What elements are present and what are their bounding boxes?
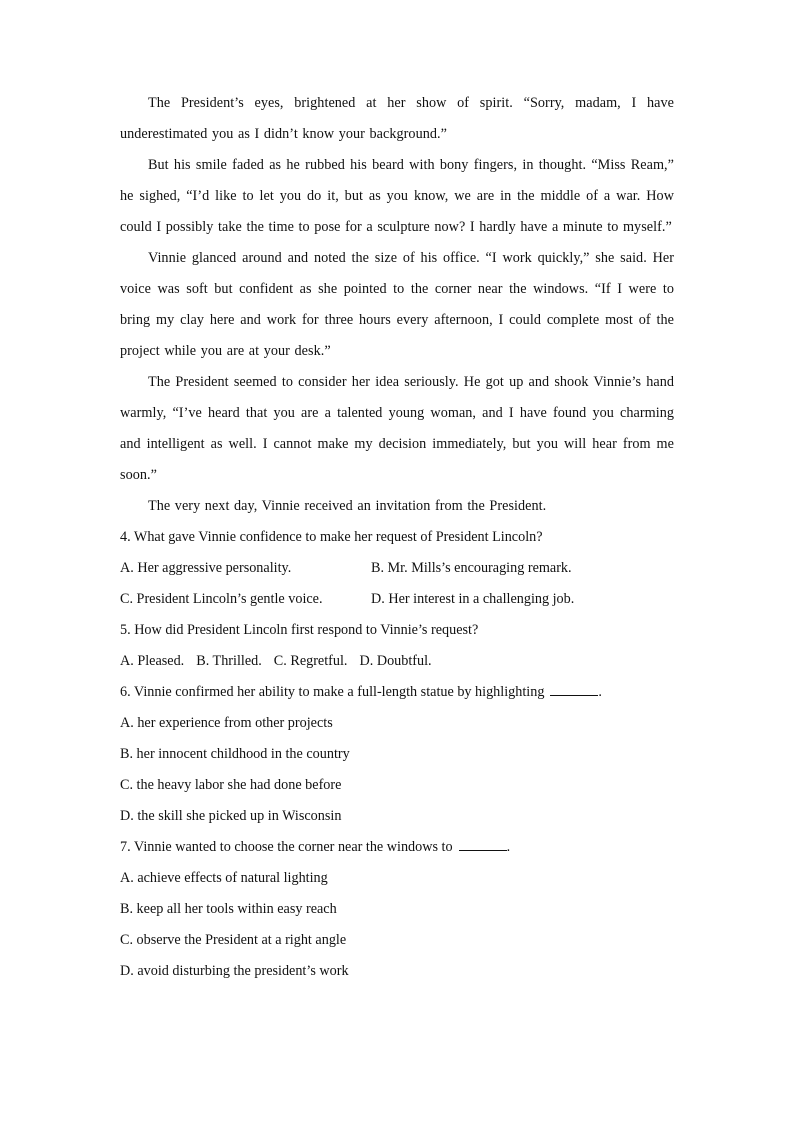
question-5-option-b: B. Thrilled. [196, 653, 262, 669]
question-5-option-a: A. Pleased. [120, 653, 185, 669]
question-4-stem: 4. What gave Vinnie confidence to make her request of President Lincoln? [120, 529, 543, 545]
question-6-stem-line [120, 677, 674, 708]
question-7-option-a: A. achieve effects of natural lighting [120, 870, 328, 886]
question-7-option-b: B. keep all her tools within easy reach [120, 901, 337, 917]
answer-blank [459, 838, 507, 851]
question-7-option-c: C. observe the President at a right angle [120, 932, 347, 948]
question-4-option-a: A. Her aggressive personality. [120, 560, 292, 576]
question-5-option-c: C. Regretful. [273, 653, 348, 669]
passage-paragraph: The President seemed to consider her idea seriously. He got up and shook Vinnie’s hand warmly, “I’ve heard that you are a talented young woman, and I have found you charming and intelligent as well. I cannot make my decision immediately, but you will hear from me soon.” [120, 374, 674, 483]
question-5-stem: 5. How did President Lincoln first respond to Vinnie’s request? [120, 622, 479, 638]
question-7-option-d: D. avoid disturbing the president’s work [120, 963, 349, 979]
question-4-options-row-2 [120, 584, 674, 615]
question-6-stem: 6. Vinnie confirmed her ability to make a full-length statue by highlighting [120, 684, 545, 700]
question-7-stem-line [120, 832, 674, 863]
stem-period: . [598, 684, 602, 700]
question-6-option-a: A. her experience from other projects [120, 715, 333, 731]
question-6-option-c: C. the heavy labor she had done before [120, 777, 342, 793]
document-page [120, 88, 674, 987]
question-5-options [120, 646, 674, 677]
stem-period: . [506, 839, 511, 855]
question-4-option-d: D. Her interest in a challenging job. [371, 591, 575, 607]
question-6-option-b: B. her innocent childhood in the country [120, 746, 350, 762]
question-6-option-d: D. the skill she picked up in Wisconsin [120, 808, 342, 824]
question-4-option-b: B. Mr. Mills’s encouraging remark. [371, 560, 572, 576]
passage-paragraph: But his smile faded as he rubbed his beard with bony fingers, in thought. “Miss Ream,” he sighed, “I’d like to let you do it, but as you know, we are in the middle of a war. How could I possibly take the time to pose for a sculpture now? I hardly have a minute to myself.” [120, 157, 674, 235]
question-4-option-c: C. President Lincoln’s gentle voice. [120, 591, 323, 607]
passage-paragraph: Vinnie glanced around and noted the size of his office. “I work quickly,” she said. Her voice was soft but confident as she pointed to the corner near the windows. “If I were to bring my clay here and work for three hours every afternoon, I could complete most of the project while you are at your desk.” [120, 250, 674, 359]
passage-paragraph: The very next day, Vinnie received an invitation from the President. [148, 498, 547, 514]
passage-paragraph: The President’s eyes, brightened at her show of spirit. “Sorry, madam, I have underestimated you as I didn’t know your background.” [120, 95, 674, 142]
answer-blank [550, 683, 598, 696]
question-7-stem: 7. Vinnie wanted to choose the corner near the windows to [120, 839, 453, 855]
question-5-option-d: D. Doubtful. [359, 653, 432, 669]
question-4-options-row-1 [120, 553, 674, 584]
